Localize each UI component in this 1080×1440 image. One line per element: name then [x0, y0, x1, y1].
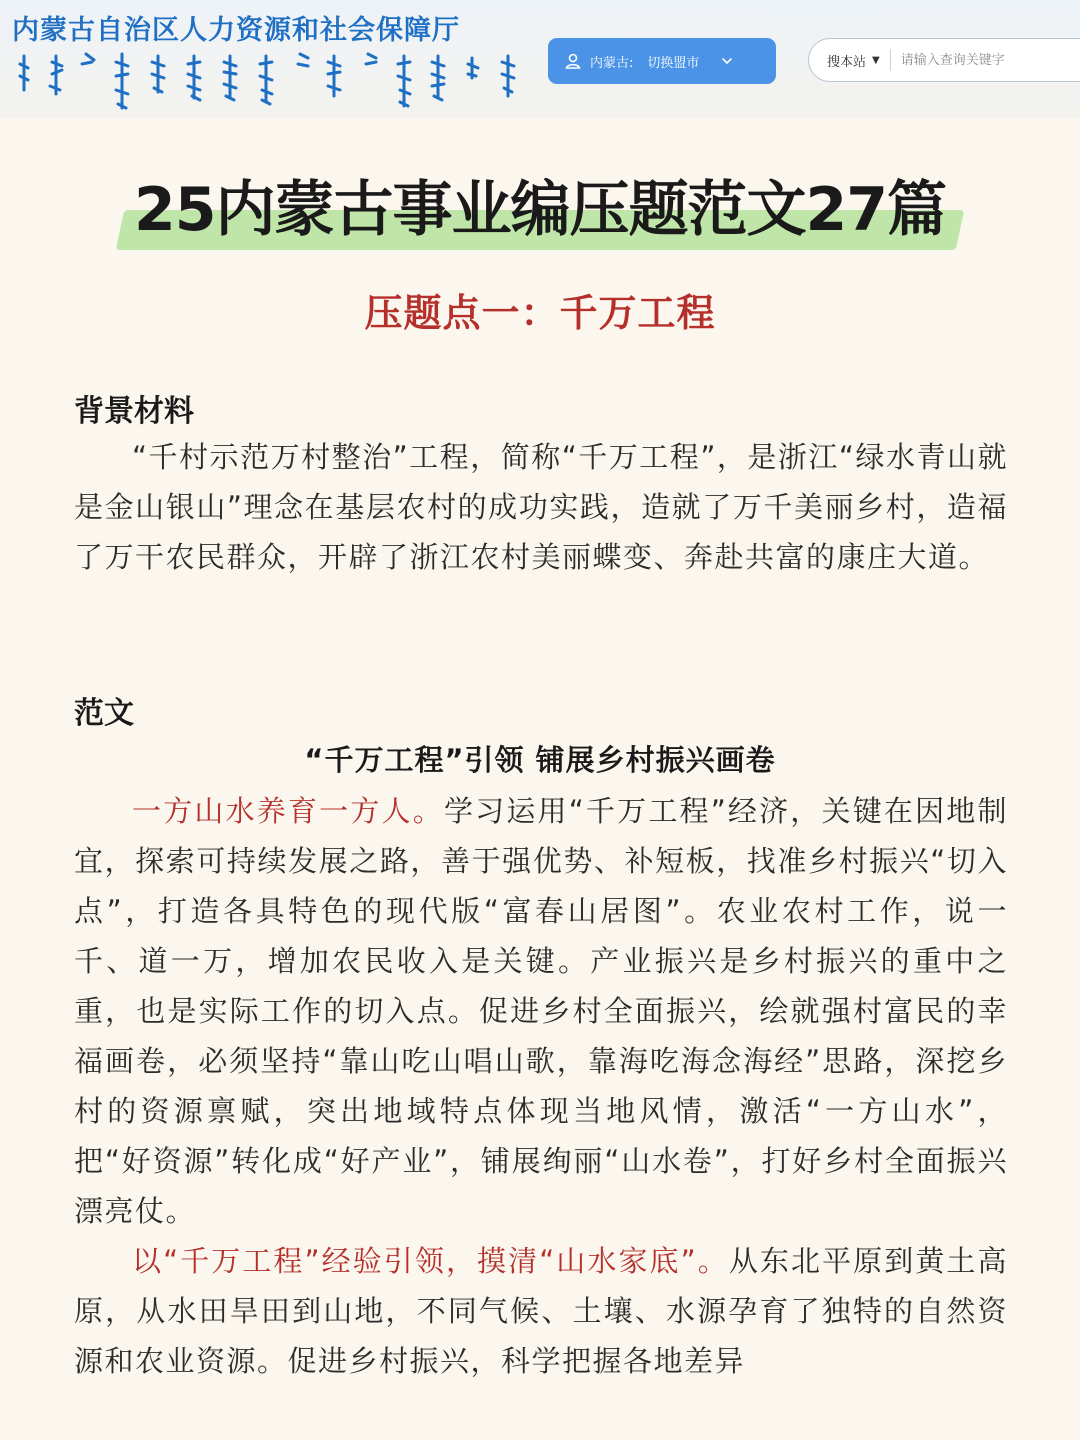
essay-paragraph-1 — [74, 786, 1008, 1236]
document-title — [126, 168, 954, 252]
essay-title: “千万工程”引领 铺展乡村振兴画卷 — [304, 743, 776, 777]
paragraph-body-2: 从东北平原到黄土高原，从水田旱田到山地，不同气候、土壤、水源孕育了独特的自然资源和农业资源。促进乡村振兴，科学把握各地差异 — [74, 1244, 1008, 1378]
region-switch-button[interactable] — [548, 38, 776, 84]
search-scope-label: 搜本站 — [827, 54, 867, 70]
site-title[interactable]: 内蒙古自治区人力资源和社会保障厅 — [12, 15, 460, 46]
mongolian-script-logo — [16, 50, 526, 114]
search-box — [808, 38, 1080, 82]
essay-paragraph-2 — [74, 1236, 1008, 1386]
search-input[interactable] — [891, 52, 1053, 69]
caret-down-icon: ▼ — [872, 54, 880, 66]
region-prefix: 内蒙古: — [590, 55, 634, 71]
document-title-wrap — [0, 168, 1080, 252]
user-location-icon — [564, 52, 582, 70]
paragraph-lead-2: 以“千万工程”经验引领，摸清“山水家底”。 — [132, 1244, 729, 1278]
paragraph-lead-1: 一方山水养育一方人。 — [132, 794, 444, 828]
chevron-down-icon — [721, 55, 733, 67]
search-scope-dropdown[interactable] — [809, 51, 890, 70]
site-header — [0, 0, 1080, 118]
point-title: 压题点一：千万工程 — [364, 291, 716, 335]
background-paragraph: “千村示范万村整治”工程，简称“千万工程”，是浙江“绿水青山就是金山银山”理念在基层农村的成功实践，造就了万千美丽乡村，造福了万干农民群众，开辟了浙江农村美丽蝶变、奔赴共富的康庄大道。 — [74, 440, 1008, 574]
region-switch-label: 切换盟市 — [647, 55, 700, 71]
background-heading: 背景材料 — [74, 394, 194, 429]
paragraph-body-1: 学习运用“千万工程”经济，关键在因地制宜，探索可持续发展之路，善于强优势、补短板，找准乡村振兴“切入点”，打造各具特色的现代版“富春山居图”。农业农村工作，说一千、道一万，增加农民收入是关键。产业振兴是乡村振兴的重中之重，也是实际工作的切入点。促进乡村全面振兴，绘就强村富民的幸福画卷，必须坚持“靠山吃山唱山歌，靠海吃海念海经”思路，深挖乡村的资源禀赋，突出地域特点体现当地风情，激活“一方山水”，把“好资源”转化成“好产业”，铺展绚丽“山水卷”，打好乡村全面振兴漂亮仗。 — [74, 794, 1008, 1228]
essay-heading: 范文 — [74, 696, 134, 731]
document-title-text: 25内蒙古事业编压题范文27篇 — [134, 175, 946, 245]
